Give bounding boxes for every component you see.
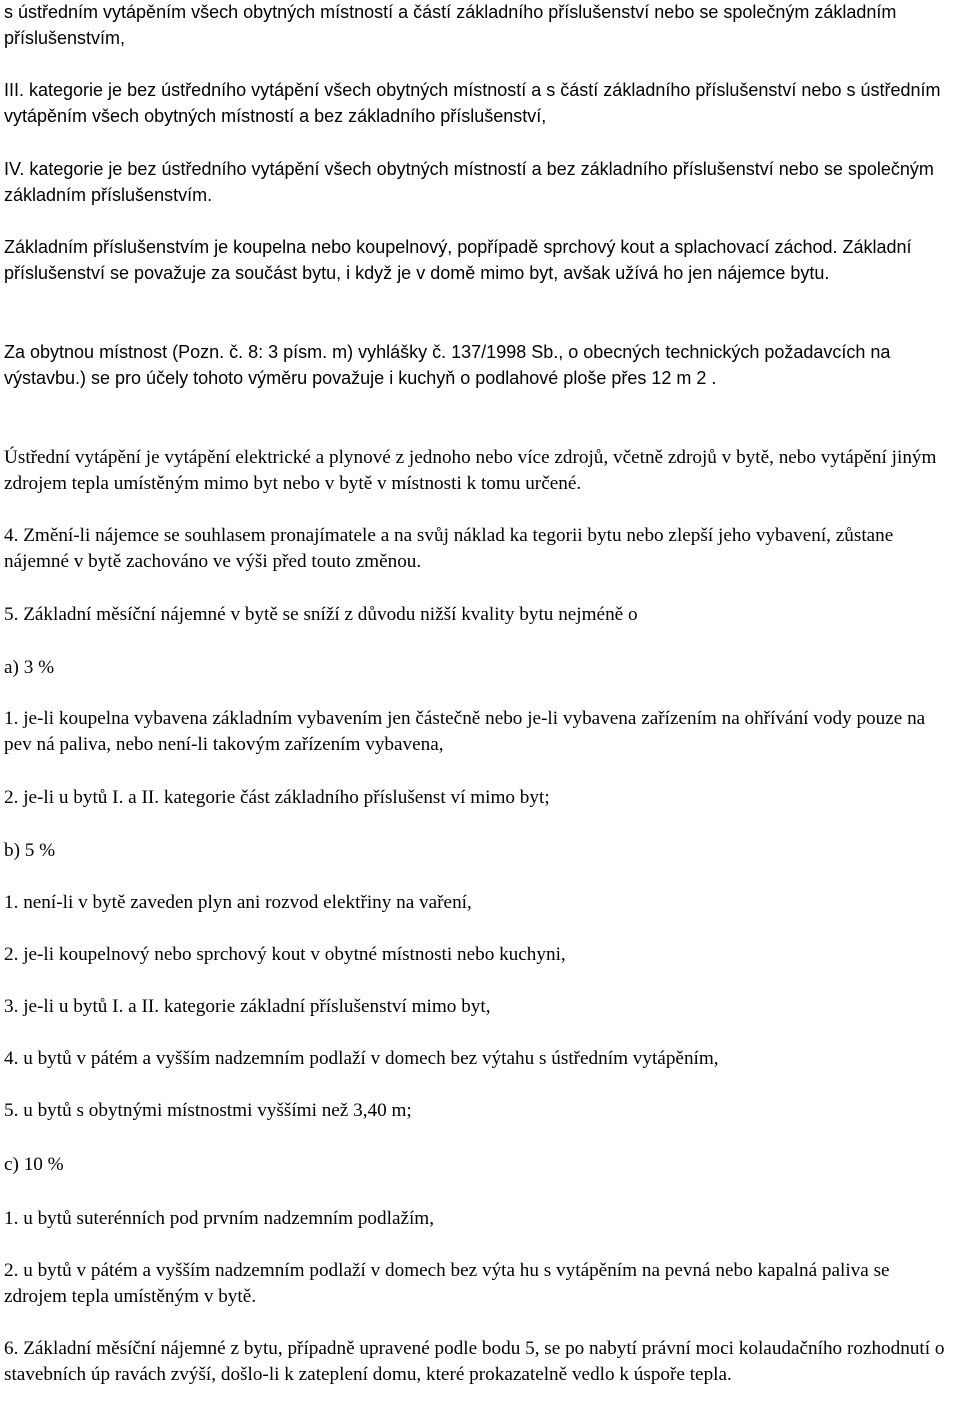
list-item-b3: 3. je-li u bytů I. a II. kategorie základní příslušenství mimo byt, [4, 996, 491, 1017]
paragraph-continuation-category-ii: s ústředním vytápěním všech obytných místností a částí základního příslušenství nebo se společným základním příslušenstvím, [4, 2, 897, 48]
paragraph-category-iv: IV. kategorie je bez ústředního vytápění všech obytných místností a bez základního příslušenství nebo se společným základním příslušenstvím. [4, 159, 934, 205]
list-item-b2: 2. je-li koupelnový nebo sprchový kout v obytné místnosti nebo kuchyni, [4, 944, 566, 965]
paragraph-category-iii: III. kategorie je bez ústředního vytápění všech obytných místností a s částí základního příslušenství nebo s ústředním vytápěním všech obytných místností a bez základního příslušenství, [4, 80, 941, 126]
list-item-b1: 1. není-li v bytě zaveden plyn ani rozvod elektřiny na vaření, [4, 892, 472, 913]
list-item-a1: 1. je-li koupelna vybavena základním vybavením jen částečně nebo je-li vybavena zařízením na ohřívání vody pouze na pev ná paliva, nebo není-li takovým zařízením vybavena, [4, 708, 926, 755]
paragraph-basic-accessories: Základním příslušenstvím je koupelna nebo koupelnový, popřípadě sprchový kout a splachovací záchod. Základní příslušenství se považuje za součást bytu, i když je v domě mimo byt, avšak užívá ho jen nájemce bytu. [4, 237, 912, 283]
paragraph-point-4: 4. Změní-li nájemce se souhlasem pronajímatele a na svůj náklad ka tegorii bytu nebo zlepší jeho vybavení, zůstane nájemné v bytě zachováno ve výši před touto změnou. [4, 525, 894, 572]
heading-c-10-percent: c) 10 % [4, 1154, 64, 1175]
paragraph-point-6: 6. Základní měsíční nájemné z bytu, případně upravené podle bodu 5, se po nabytí právní moci kolaudačního rozhodnutí o stavebních úp ravách zvýší, došlo-li k zateplení domu, které prokazatelně vedlo k úspoře tepla. [4, 1338, 945, 1385]
paragraph-central-heating: Ústřední vytápění je vytápění elektrické a plynové z jednoho nebo více zdrojů, včetně zdrojů v bytě, nebo vytápění jiným zdrojem tepla umístěným mimo byt nebo v bytě v místnosti k tomu určené. [4, 447, 937, 494]
list-item-c1: 1. u bytů suterénních pod prvním nadzemním podlažím, [4, 1208, 435, 1229]
list-item-b5: 5. u bytů s obytnými místnostmi vyššími než 3,40 m; [4, 1100, 412, 1121]
list-item-c2: 2. u bytů v pátém a vyšším nadzemním podlaží v domech bez výta hu s vytápěním na pevná nebo kapalná paliva se zdrojem tepla umístěným v bytě. [4, 1260, 890, 1307]
list-item-b4: 4. u bytů v pátém a vyšším nadzemním podlaží v domech bez výtahu s ústředním vytápěním, [4, 1048, 719, 1069]
paragraph-point-5: 5. Základní měsíční nájemné v bytě se sníží z důvodu nižší kvality bytu nejméně o [4, 604, 638, 625]
heading-a-3-percent: a) 3 % [4, 657, 55, 678]
paragraph-living-room-definition: Za obytnou místnost (Pozn. č. 8: 3 písm. m) vyhlášky č. 137/1998 Sb., o obecných technických požadavcích na výstavbu.) se pro účely tohoto výměru považuje i kuchyň o podlahové ploše přes 12 m 2 . [4, 342, 891, 388]
heading-b-5-percent: b) 5 % [4, 840, 56, 861]
list-item-a2: 2. je-li u bytů I. a II. kategorie část základního příslušenst ví mimo byt; [4, 787, 550, 808]
